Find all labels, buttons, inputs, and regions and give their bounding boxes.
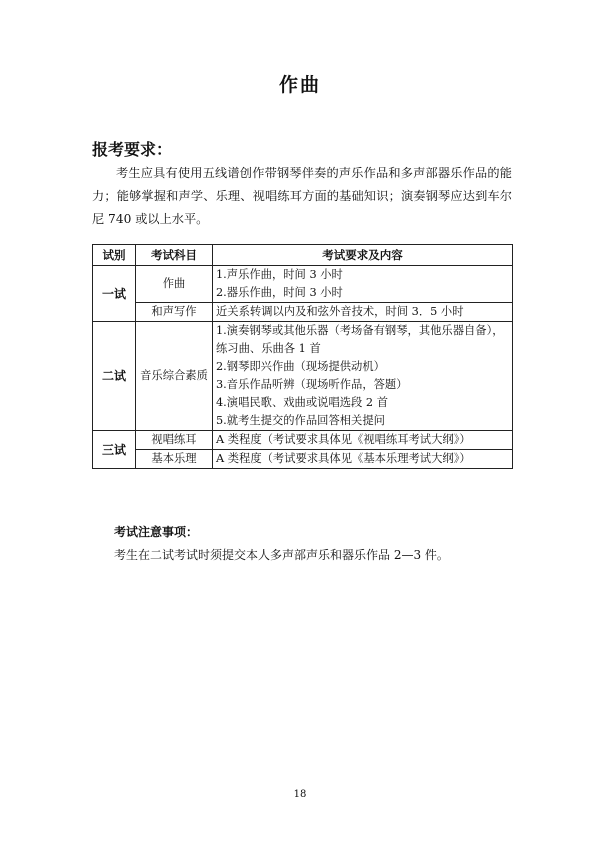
round-cell-second: 二试 [93, 322, 136, 431]
content-cell [213, 450, 513, 469]
content-line: 2.钢琴即兴作曲（现场提供动机） [216, 360, 385, 373]
header-round: 试别 [93, 245, 136, 266]
subject-cell: 基本乐理 [136, 450, 213, 469]
content-line: 4.演唱民歌、戏曲或说唱选段 2 首 [216, 396, 389, 409]
subject-cell: 作曲 [136, 266, 213, 303]
content-line: 1.声乐作曲，时间 3 小时 [216, 268, 343, 281]
content-line: 2.器乐作曲，时间 3 小时 [216, 286, 343, 299]
table-header-row [93, 245, 513, 266]
content-cell [213, 322, 513, 431]
page-title: 作曲 [278, 74, 321, 96]
page-number: 18 [293, 789, 307, 800]
notes-heading: 考试注意事项： [114, 525, 199, 539]
table-row [93, 266, 513, 303]
content-cell [213, 303, 513, 322]
content-line: 近关系转调以内及和弦外音技术，时间 3．5 小时 [216, 305, 464, 318]
content-line: A 类程度（考试要求具体见《基本乐理考试大纲》） [216, 452, 471, 465]
content-line: 1.演奏钢琴或其他乐器（考场备有钢琴，其他乐器自备）， [216, 324, 504, 337]
header-subject: 考试科目 [136, 245, 213, 266]
content-line: 3.音乐作品听辨（现场听作品，答题） [216, 378, 408, 391]
requirements-paragraph: 考生应具有使用五线谱创作带钢琴伴奏的声乐作品和多声部器乐作品的能力；能够掌握和声学、乐理、视唱练耳方面的基础知识；演奏钢琴应达到车尔尼 740 或以上水平。 [92, 166, 512, 226]
content-cell [213, 431, 513, 450]
content-line: 练习曲、乐曲各 1 首 [216, 342, 321, 355]
subject-cell: 视唱练耳 [136, 431, 213, 450]
notes-text: 考生在二试考试时须提交本人多声部声乐和器乐作品 2—3 件。 [114, 548, 449, 562]
round-cell-third: 三试 [93, 431, 136, 469]
content-cell [213, 266, 513, 303]
round-cell-first: 一试 [93, 266, 136, 322]
table-row [93, 431, 513, 450]
subject-cell: 和声写作 [136, 303, 213, 322]
table-row [93, 322, 513, 431]
subject-cell: 音乐综合素质 [136, 322, 213, 431]
content-line: 5.就考生提交的作品回答相关提问 [216, 414, 385, 427]
requirements-heading: 报考要求： [92, 140, 173, 159]
header-content: 考试要求及内容 [213, 245, 513, 266]
content-line: A 类程度（考试要求具体见《视唱练耳考试大纲》） [216, 433, 471, 446]
table-row [93, 450, 513, 469]
table-row [93, 303, 513, 322]
exam-requirements-table [92, 244, 513, 469]
